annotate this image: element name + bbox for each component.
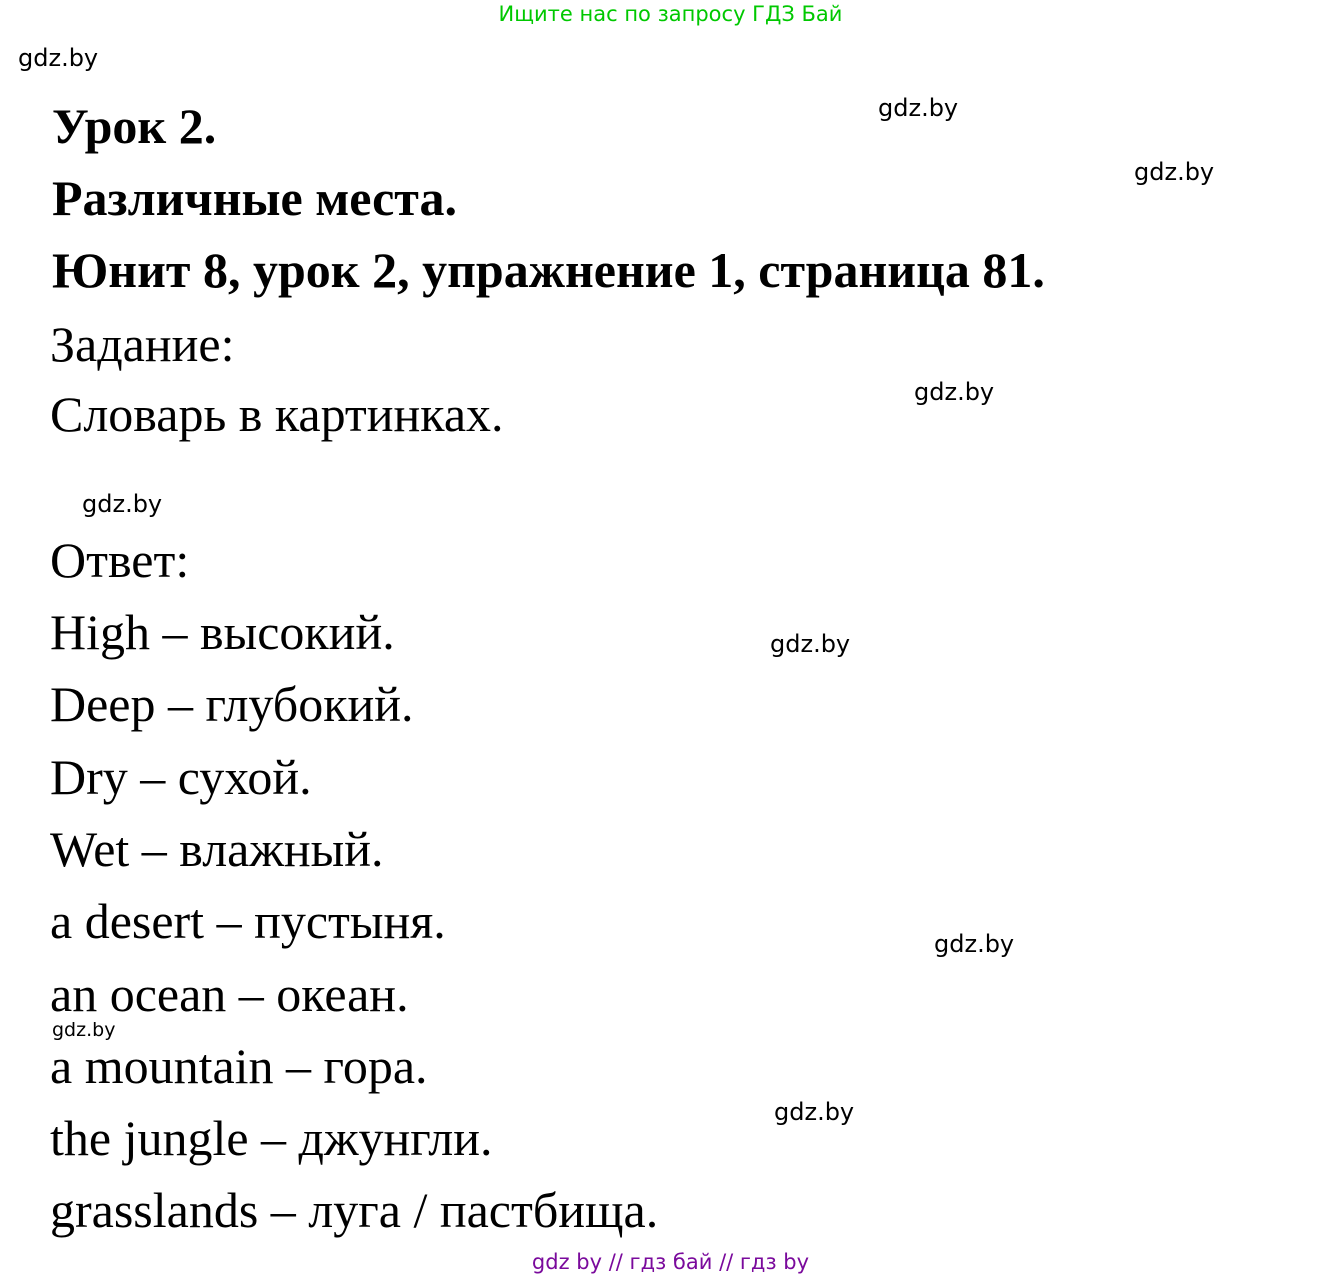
watermark: gdz.by (52, 1019, 116, 1041)
answer-label: Ответ: (50, 532, 190, 588)
answer-line: Deep – глубокий. (50, 676, 414, 732)
answer-line: a desert – пустыня. (50, 893, 446, 949)
watermark: gdz.by (914, 378, 995, 406)
unit-heading: Юнит 8, урок 2, упражнение 1, страница 81. (52, 242, 1045, 298)
top-banner: Ищите нас по запросу ГДЗ Бай (498, 2, 843, 26)
answer-line: High – высокий. (50, 604, 395, 660)
answer-line: an ocean – океан. (50, 966, 409, 1022)
footer-links: gdz by // гдз бай // гдз by (531, 1250, 810, 1274)
task-text: Словарь в картинках. (50, 386, 504, 442)
watermark: gdz.by (878, 94, 959, 122)
answer-line: Wet – влажный. (50, 821, 384, 877)
task-label: Задание: (50, 316, 235, 372)
answer-line: grasslands – луга / пастбища. (50, 1182, 659, 1238)
watermark: gdz.by (1134, 158, 1215, 186)
answer-line: the jungle – джунгли. (50, 1110, 493, 1166)
watermark: gdz.by (774, 1098, 855, 1126)
watermark: gdz.by (18, 44, 99, 72)
watermark: gdz.by (934, 930, 1015, 958)
lesson-heading: Урок 2. (52, 98, 217, 154)
answer-line: Dry – сухой. (50, 749, 312, 805)
topic-heading: Различные места. (52, 170, 457, 226)
watermark: gdz.by (770, 630, 851, 658)
watermark: gdz.by (82, 490, 163, 518)
answer-line: a mountain – гора. (50, 1038, 428, 1094)
